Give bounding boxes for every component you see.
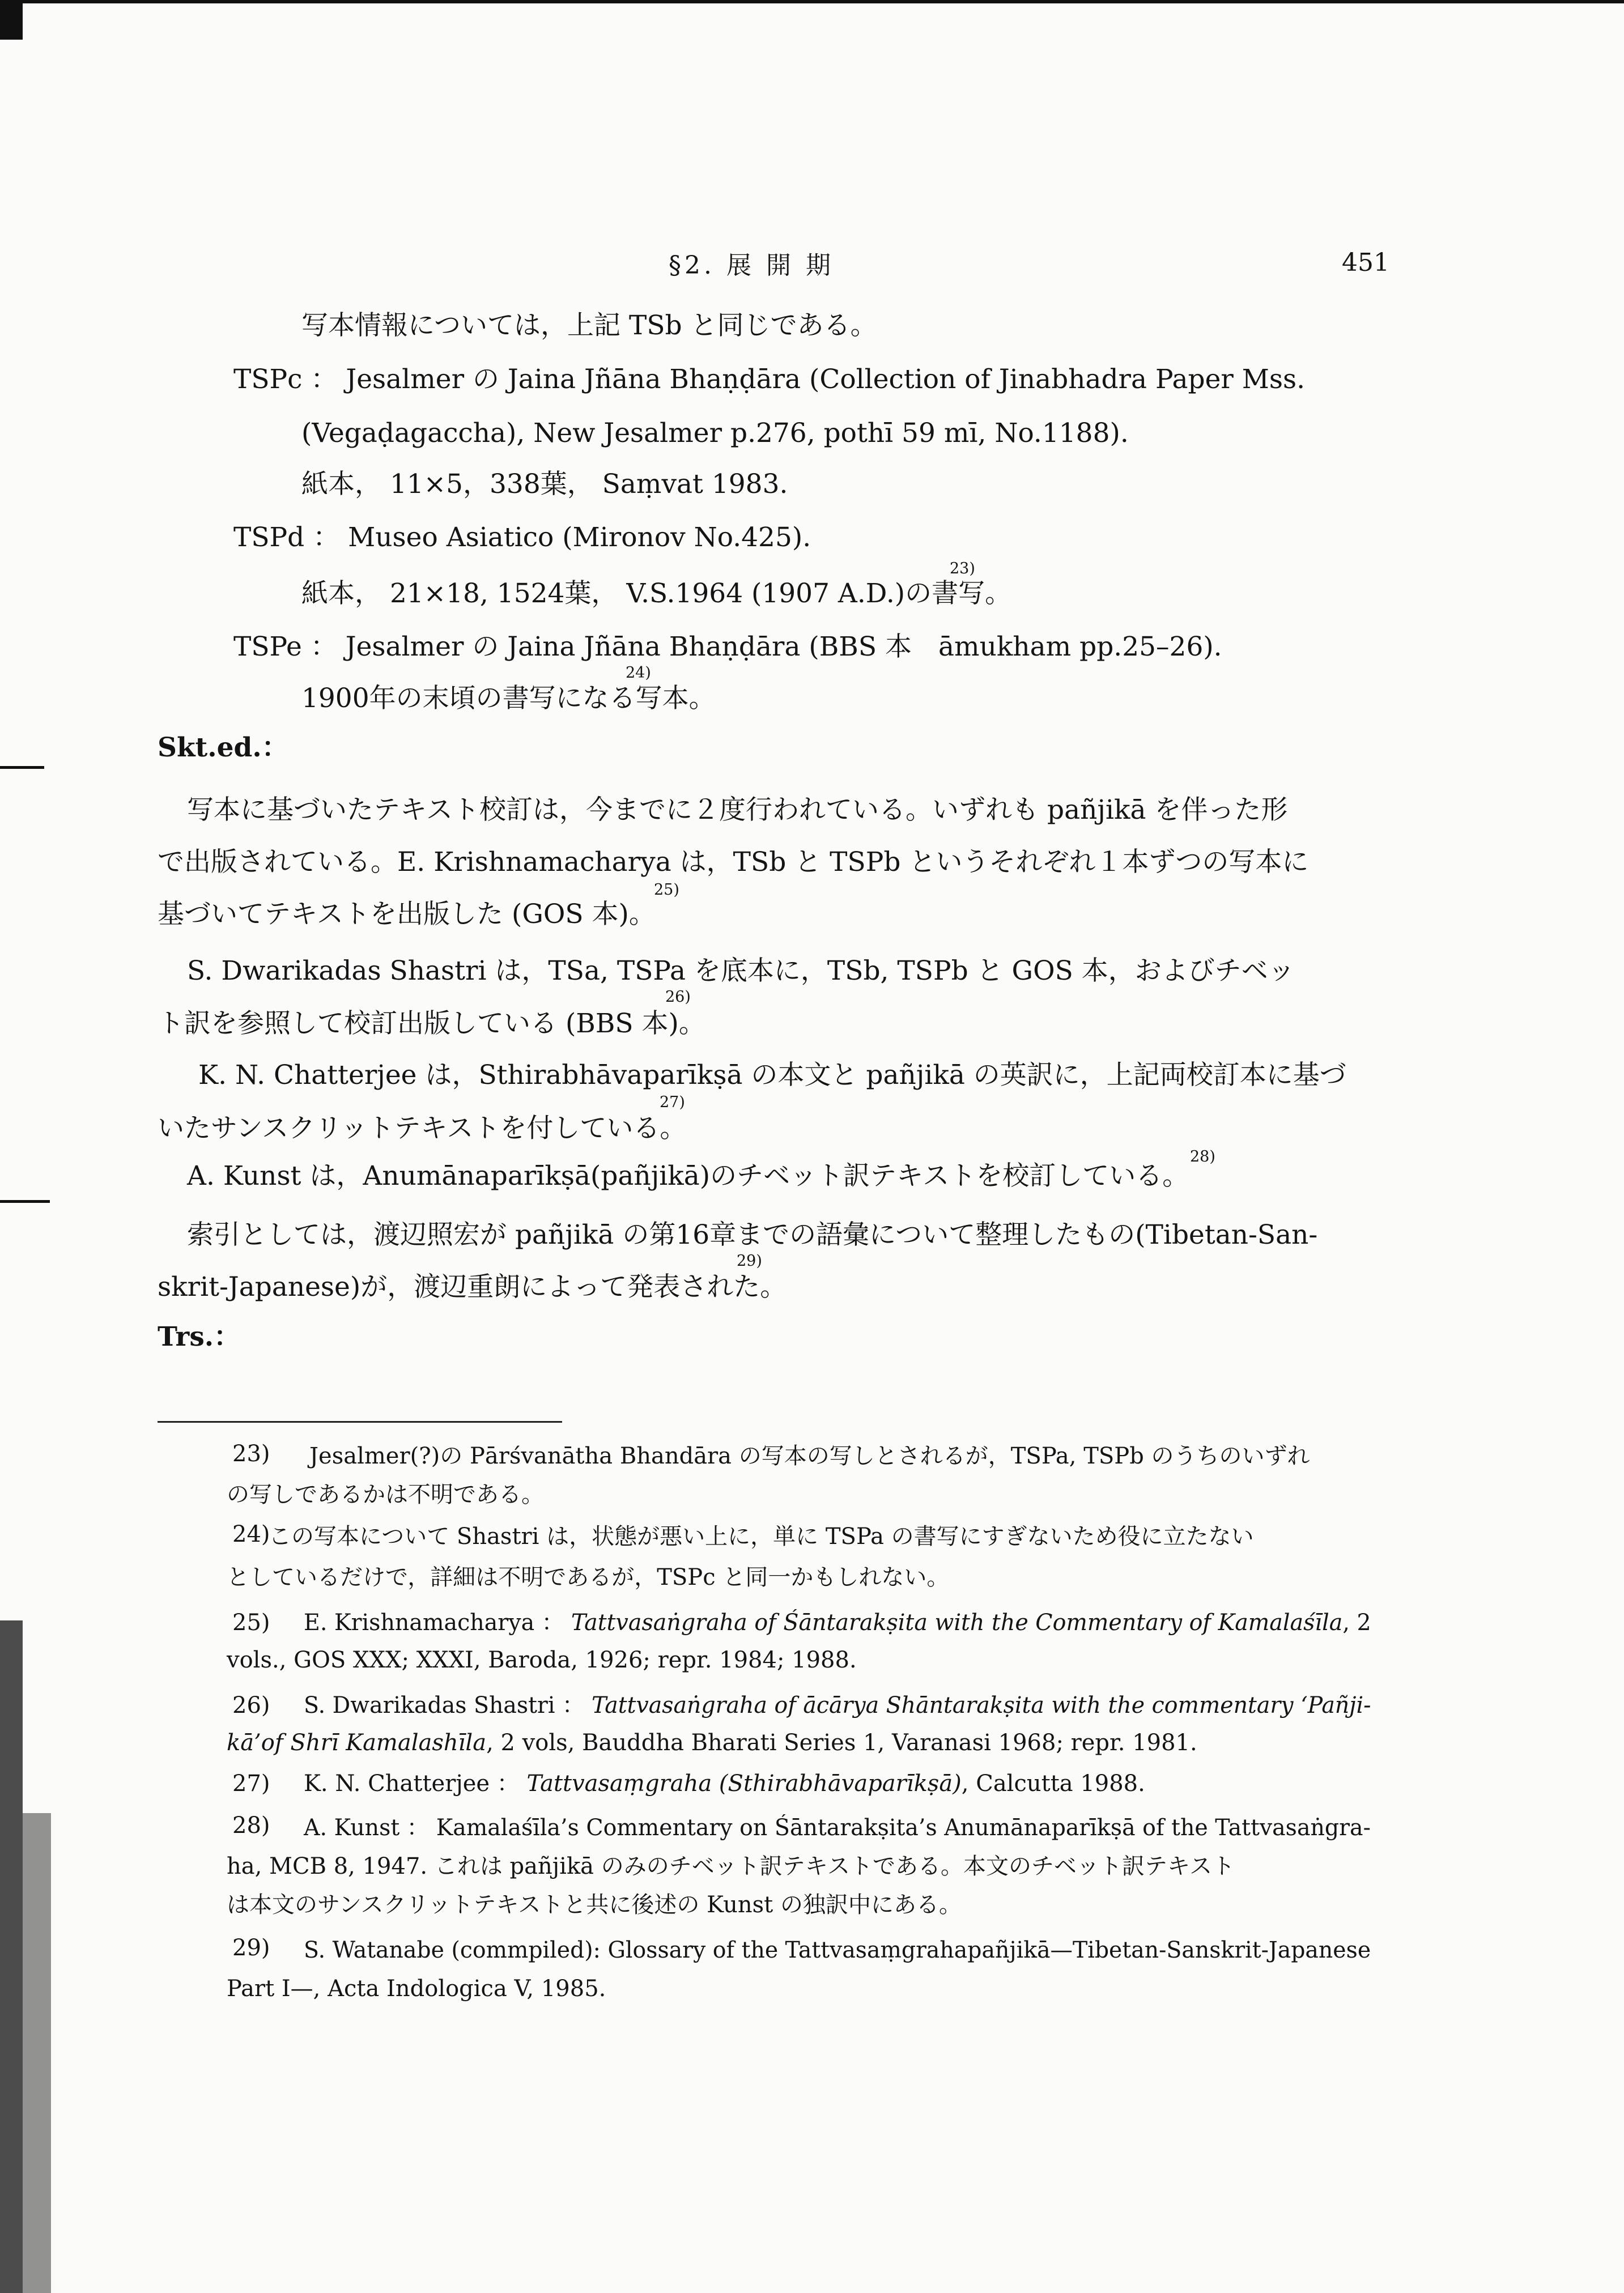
footnote-title: Tattvasaṃgraha (Sthirabhāvaparīkṣā) (526, 1771, 962, 1797)
footnote-text: A. Kunst ： Kamalaśīla’s Commentary on Śāntarakṣita’s Anumānaparīkṣā of the Tattvasaṅgra- (304, 1815, 1371, 1841)
body-line: K. N. Chatterjee は，Sthirabhāvaparīkṣā の本文と pañjikā の英訳に，上記両校訂本に基づ (198, 1060, 1346, 1091)
footnote-number: 23) (232, 1441, 270, 1467)
body-line: TSPc ： Jesalmer の Jaina Jñāna Bhaṇḍāra (Collection of Jinabhadra Paper Mss. (233, 364, 1306, 395)
body-line: TSPe ： Jesalmer の Jaina Jñāna Bhaṇḍāra (BBS 本 āmukham pp.25–26). (233, 631, 1222, 662)
footnote-title: Tattvasaṅgraha of ācārya Shāntarakṣita with the commentary ‘Pañji- (592, 1692, 1371, 1718)
page-number: 451 (1342, 248, 1389, 277)
body-line: 1900年の末頃の書写になる写本。 (301, 683, 716, 714)
footnote-text: Part I—, Acta Indologica V, 1985. (227, 1976, 606, 2002)
footnote-text: の写しであるかは不明である。 (227, 1482, 544, 1508)
footnote-ref-28: 28) (1190, 1148, 1215, 1165)
footnote-number: 29) (232, 1935, 270, 1961)
section-heading-trs: Trs.： (158, 1321, 241, 1352)
footnote-title: kā’of Shrī Kamalashīla (227, 1730, 487, 1756)
footnote-text: ha, MCB 8, 1947. これは pañjikā のみのチベット訳テキストである。本文のチベット訳テキスト (227, 1853, 1235, 1879)
body-line: で出版されている。E. Krishnamacharya は，TSb と TSPb というそれぞれ１本ずつの写本に (158, 846, 1309, 878)
scan-edge-artifact (23, 1813, 51, 2293)
footnote-text-tail: , 2 (1342, 1610, 1371, 1636)
footnote-number: 25) (232, 1610, 270, 1636)
footnote-text (304, 1769, 1145, 1798)
scan-edge-artifact (0, 766, 44, 769)
body-line: S. Dwarikadas Shastri は，TSa, TSPa を底本に，TSb, TSPb と GOS 本，およびチベッ (187, 955, 1295, 986)
body-line: 写本に基づいたテキスト校訂は，今までに２度行われている。いずれも pañjikā を伴った形 (187, 794, 1288, 826)
footnote-author: E. Krishnamacharya ： (304, 1610, 571, 1636)
running-header: §2. 展 開 期 (669, 251, 834, 280)
footnote-ref-29: 29) (737, 1252, 762, 1270)
scan-edge-artifact (0, 0, 23, 40)
footnote-number: 27) (232, 1771, 270, 1797)
footnote-text-tail: , 2 vols, Bauddha Bharati Series 1, Varanasi 1968; repr. 1981. (486, 1730, 1197, 1756)
body-line: いたサンスクリットテキストを付している。 (158, 1113, 687, 1144)
footnote-author: S. Dwarikadas Shastri ： (304, 1692, 592, 1718)
body-line: A. Kunst は，Anumānaparīkṣā(pañjikā)のチベット訳テキストを校訂している。 (187, 1160, 1189, 1192)
footnote-ref-23: 23) (950, 560, 975, 577)
scan-edge-artifact (0, 0, 1624, 3)
body-line: 紙本， 11×5，338葉， Saṃvat 1983. (301, 469, 788, 500)
body-line: skrit-Japanese)が，渡辺重朗によって発表された。 (158, 1271, 787, 1303)
body-line: 写本情報については，上記 TSb と同じである。 (301, 310, 877, 341)
body-line: 紙本， 21×18, 1524葉， V.S.1964 (1907 A.D.)の書写。 (301, 578, 1012, 609)
footnote-text (304, 1691, 1371, 1720)
footnote-text (304, 1608, 1371, 1637)
body-line: (Vegaḍagaccha), New Jesalmer p.276, pothī 59 mī, No.1188). (301, 418, 1129, 449)
footnote-ref-24: 24) (626, 664, 651, 682)
footnote-text: この写本について Shastri は，状態が悪い上に，単に TSPa の書写にすぎないため役に立たない (269, 1524, 1254, 1550)
footnote-ref-26: 26) (665, 988, 691, 1006)
footnote-text (227, 1728, 1197, 1758)
section-heading-skt-ed: Skt.ed.： (158, 732, 288, 763)
footnote-ref-25: 25) (654, 881, 679, 899)
scan-edge-artifact (0, 1620, 23, 2293)
footnote-separator (158, 1421, 562, 1423)
footnote-text: S. Watanabe (commpiled): Glossary of the Tattvasaṃgrahapañjikā—Tibetan-Sanskrit-Japanese (304, 1937, 1371, 1963)
footnote-text: vols., GOS XXX; XXXI, Baroda, 1926; repr. 1984; 1988. (227, 1647, 857, 1673)
body-line: 索引としては，渡辺照宏が pañjikā の第16章までの語彙について整理したもの(Tibetan-San- (187, 1219, 1318, 1250)
footnote-number: 24) (232, 1521, 270, 1547)
footnote-title: Tattvasaṅgraha of Śāntarakṣita with the Commentary of Kamalaśīla (571, 1610, 1343, 1636)
footnote-ref-27: 27) (660, 1094, 685, 1111)
footnote-text: Jesalmer(?)の Pārśvanātha Bhandāra の写本の写しとされるが，TSPa, TSPb のうちのいずれ (309, 1443, 1310, 1469)
body-line: ト訳を参照して校訂出版している (BBS 本)。 (158, 1008, 705, 1039)
footnote-number: 28) (232, 1813, 270, 1839)
footnote-text: は本文のサンスクリットテキストと共に後述の Kunst の独訳中にある。 (227, 1892, 962, 1918)
body-line: 基づいてテキストを出版した (GOS 本)。 (158, 899, 656, 930)
body-line: TSPd ： Museo Asiatico (Mironov No.425). (233, 522, 811, 553)
footnote-author: K. N. Chatterjee ： (304, 1771, 527, 1797)
scan-edge-artifact (0, 1200, 50, 1203)
footnote-text-tail: , Calcutta 1988. (961, 1771, 1145, 1797)
footnote-text: としているだけで，詳細は不明であるが，TSPc と同一かもしれない。 (227, 1564, 950, 1590)
footnote-number: 26) (232, 1692, 270, 1718)
